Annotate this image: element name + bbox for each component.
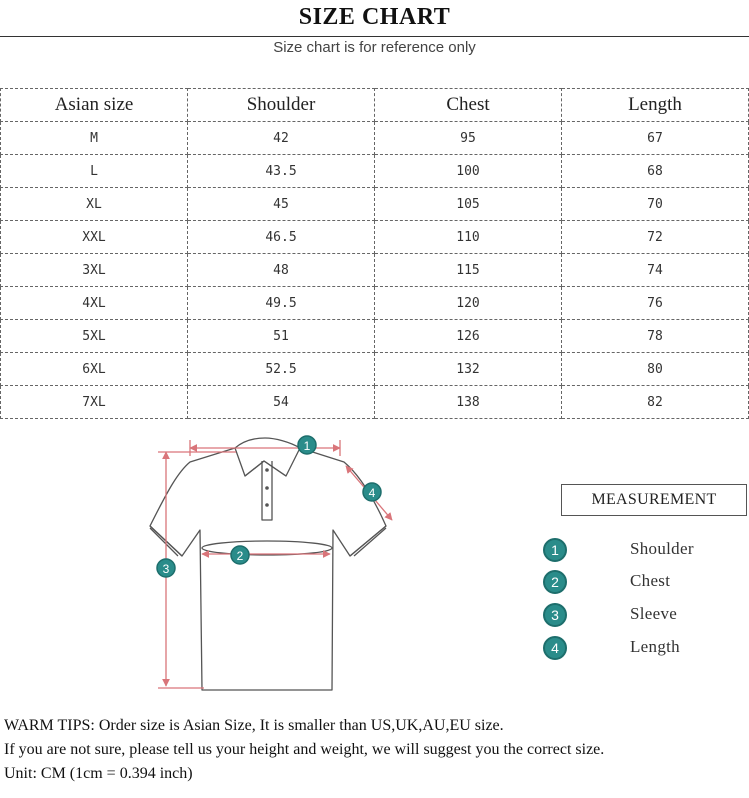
shirt-measurement-diagram [0, 420, 420, 705]
table-cell: 45 [188, 188, 375, 221]
svg-text:3: 3 [162, 562, 170, 576]
table-row [1, 188, 749, 221]
table-header-row [1, 89, 749, 122]
page-title: SIZE CHART [298, 4, 451, 30]
table-cell: 95 [375, 122, 562, 155]
polo-shirt-outline [150, 438, 386, 690]
table-row [1, 221, 749, 254]
table-cell: 100 [375, 155, 562, 188]
table-cell: 42 [188, 122, 375, 155]
table-cell: 52.5 [188, 353, 375, 386]
number-badge-icon: 4 [543, 636, 567, 660]
table-row [1, 254, 749, 287]
legend-item-shoulder [543, 538, 749, 564]
table-row [1, 122, 749, 155]
legend-label: Length [630, 637, 680, 656]
table-cell: 72 [562, 221, 749, 254]
column-header: Chest [375, 89, 562, 122]
column-header: Shoulder [188, 89, 375, 122]
measurement-heading: MEASUREMENT [561, 484, 747, 516]
page-subtitle: Size chart is for reference only [273, 39, 476, 56]
table-row [1, 320, 749, 353]
column-header: Length [562, 89, 749, 122]
table-row [1, 287, 749, 320]
table-cell: 68 [562, 155, 749, 188]
table-cell: 82 [562, 386, 749, 419]
table-cell: 126 [375, 320, 562, 353]
table-cell: XXL [1, 221, 188, 254]
legend-item-length [543, 636, 749, 662]
table-cell: 120 [375, 287, 562, 320]
marker-1 [298, 436, 316, 454]
table-cell: 6XL [1, 353, 188, 386]
table-cell: 5XL [1, 320, 188, 353]
legend-label: Chest [630, 571, 671, 590]
table-cell: 67 [562, 122, 749, 155]
table-row [1, 353, 749, 386]
legend-label: Shoulder [630, 539, 694, 558]
legend-label: Sleeve [630, 604, 678, 623]
table-row [1, 155, 749, 188]
number-badge-icon: 3 [543, 603, 567, 627]
table-cell: 54 [188, 386, 375, 419]
table-cell: 132 [375, 353, 562, 386]
table-cell: L [1, 155, 188, 188]
table-cell: 3XL [1, 254, 188, 287]
table-cell: 74 [562, 254, 749, 287]
table-cell: 110 [375, 221, 562, 254]
unit-note: Unit: CM (1cm = 0.394 inch) [4, 765, 193, 782]
svg-text:4: 4 [368, 486, 376, 500]
marker-3 [157, 559, 175, 577]
table-cell: 76 [562, 287, 749, 320]
table-cell: 105 [375, 188, 562, 221]
table-cell: 48 [188, 254, 375, 287]
tip-line: WARM TIPS: Order size is Asian Size, It is smaller than US,UK,AU,EU size. [4, 717, 504, 734]
table-cell: 46.5 [188, 221, 375, 254]
table-cell: 138 [375, 386, 562, 419]
table-cell: 70 [562, 188, 749, 221]
table-cell: 49.5 [188, 287, 375, 320]
title-divider [0, 36, 749, 37]
tip-line: If you are not sure, please tell us your height and weight, we will suggest you the correct size. [4, 741, 605, 758]
svg-text:1: 1 [303, 439, 311, 453]
table-cell: 43.5 [188, 155, 375, 188]
table-row [1, 386, 749, 419]
number-badge-icon: 1 [543, 538, 567, 562]
size-table [0, 88, 749, 419]
svg-text:2: 2 [236, 549, 244, 563]
table-cell: 115 [375, 254, 562, 287]
table-cell: 78 [562, 320, 749, 353]
table-cell: 80 [562, 353, 749, 386]
column-header: Asian size [1, 89, 188, 122]
warm-tips [4, 714, 749, 786]
number-badge-icon: 2 [543, 570, 567, 594]
legend-item-chest [543, 570, 749, 596]
table-cell: 4XL [1, 287, 188, 320]
marker-2 [231, 546, 249, 564]
table-cell: 51 [188, 320, 375, 353]
table-cell: 7XL [1, 386, 188, 419]
table-cell: XL [1, 188, 188, 221]
marker-4 [363, 483, 381, 501]
legend-item-sleeve [543, 603, 749, 629]
table-cell: M [1, 122, 188, 155]
